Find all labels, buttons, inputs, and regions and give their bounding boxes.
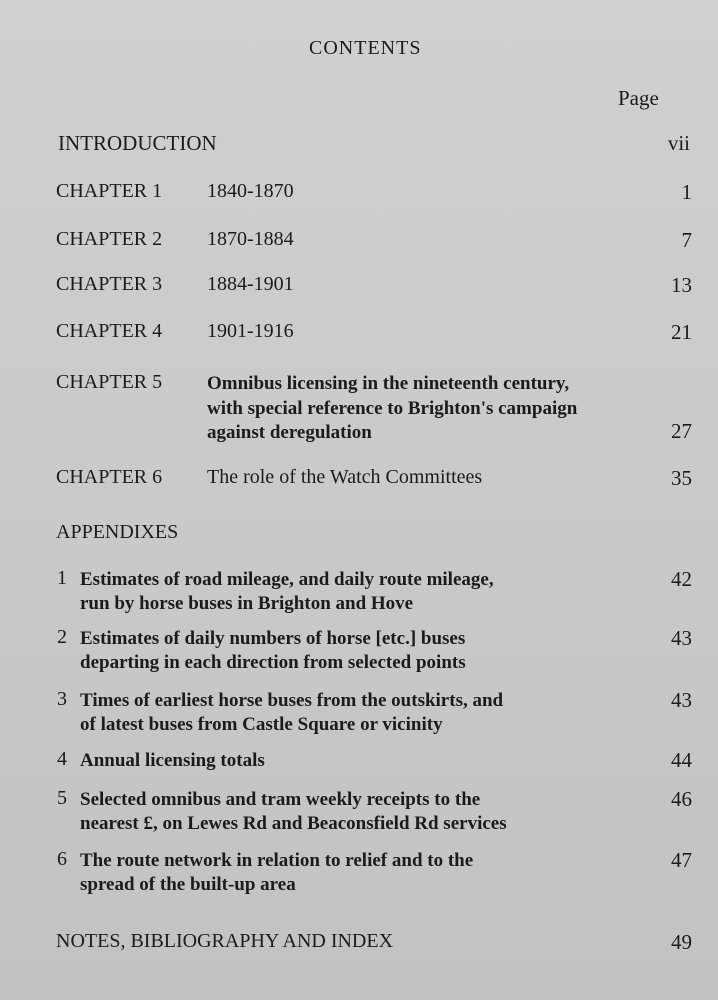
appendix-number: 6 xyxy=(57,848,67,870)
appendixes-heading: APPENDIXES xyxy=(56,521,179,543)
appendix-title-line: Selected omnibus and tram weekly receipts to the xyxy=(80,789,481,810)
appendix-title-line: Estimates of road mileage, and daily route mileage, xyxy=(80,569,494,590)
toc-chapter-page: 1 xyxy=(681,180,692,204)
appendix-page: 43 xyxy=(671,688,692,712)
toc-chapter-title-line: with special reference to Brighton's campaign xyxy=(207,398,578,419)
toc-chapter-title-line: against deregulation xyxy=(207,422,372,443)
toc-notes-label: NOTES, BIBLIOGRAPHY AND INDEX xyxy=(56,930,394,952)
toc-chapter-page: 21 xyxy=(671,320,692,344)
toc-chapter-label: CHAPTER 2 xyxy=(56,228,163,250)
toc-chapter-page: 27 xyxy=(671,419,692,443)
appendix-number: 1 xyxy=(57,567,67,589)
appendix-page: 42 xyxy=(671,567,692,591)
appendix-title-line: The route network in relation to relief and to the xyxy=(80,850,474,871)
appendix-title-line: spread of the built-up area xyxy=(80,874,296,895)
appendix-title-line: nearest £, on Lewes Rd and Beaconsfield Rd services xyxy=(80,813,507,834)
page-column-header: Page xyxy=(618,86,659,110)
toc-chapter-label: CHAPTER 3 xyxy=(56,273,163,295)
toc-introduction-page: vii xyxy=(667,131,690,155)
appendix-title-line: departing in each direction from selected points xyxy=(80,652,466,673)
appendix-title-line: Times of earliest horse buses from the outskirts, and xyxy=(80,690,504,711)
toc-chapter-page: 13 xyxy=(671,273,692,297)
appendix-title-line: run by horse buses in Brighton and Hove xyxy=(80,593,414,614)
appendix-number: 3 xyxy=(57,688,67,710)
appendix-title-line: of latest buses from Castle Square or vicinity xyxy=(80,714,443,735)
appendix-page: 46 xyxy=(671,787,692,811)
toc-chapter-label: CHAPTER 4 xyxy=(56,320,163,342)
appendix-number: 4 xyxy=(57,748,67,770)
toc-chapter-label: CHAPTER 1 xyxy=(56,180,163,202)
toc-chapter-page: 35 xyxy=(671,466,692,490)
toc-chapter-title: 1901-1916 xyxy=(207,320,294,342)
appendix-number: 5 xyxy=(57,787,67,809)
toc-chapter-label: CHAPTER 6 xyxy=(56,466,163,488)
appendix-page: 44 xyxy=(671,748,692,772)
appendix-title-line: Annual licensing totals xyxy=(80,750,265,771)
toc-chapter-title: 1840-1870 xyxy=(207,180,294,202)
toc-chapter-page: 7 xyxy=(681,228,692,252)
toc-chapter-title-line: Omnibus licensing in the nineteenth century, xyxy=(207,373,570,394)
appendix-page: 43 xyxy=(671,626,692,650)
appendix-title-line: Estimates of daily numbers of horse [etc.] buses xyxy=(80,628,466,649)
appendix-page: 47 xyxy=(671,848,692,872)
toc-chapter-title: 1884-1901 xyxy=(207,273,294,295)
toc-notes-page: 49 xyxy=(671,930,692,954)
appendix-number: 2 xyxy=(57,626,67,648)
toc-chapter-title: The role of the Watch Committees xyxy=(207,466,483,488)
page-title: CONTENTS xyxy=(309,37,422,59)
toc-introduction-label: INTRODUCTION xyxy=(58,131,217,155)
toc-chapter-label: CHAPTER 5 xyxy=(56,371,163,393)
toc-chapter-title: 1870-1884 xyxy=(207,228,294,250)
